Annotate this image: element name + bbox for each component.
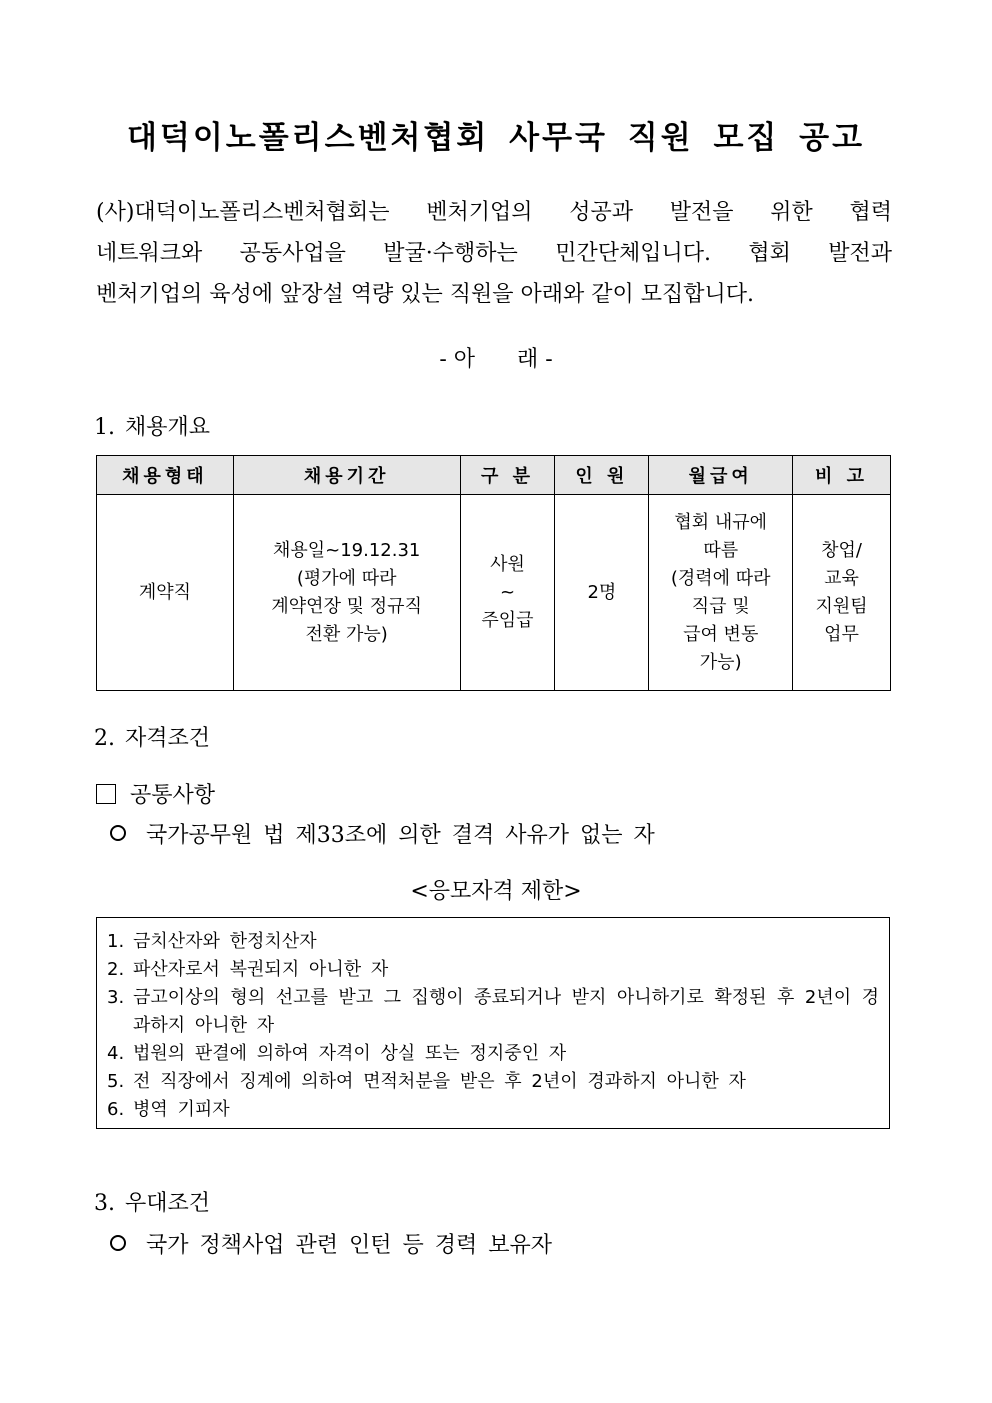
list-item (107, 956, 879, 984)
section-label: 자격조건 (125, 726, 211, 751)
column-header: 채용기간 (233, 456, 460, 495)
salary-line: 따름 (703, 539, 739, 561)
item-text: 파산자로서 복권되지 아니한 자 (133, 959, 389, 980)
salary-line: 직급 및 (691, 595, 750, 617)
list-item (107, 984, 879, 1040)
list-item (107, 1040, 879, 1068)
column-header: 비 고 (793, 456, 891, 495)
item-number: 2. (107, 959, 125, 980)
note-line: 지원팀 (815, 595, 868, 617)
item-number: 1. (107, 931, 125, 952)
grade-line: ~ (499, 581, 516, 603)
intro-line: (사)대덕이노폴리스벤처협회는 벤처기업의 성공과 발전을 위한 협력 (96, 200, 892, 225)
common-requirements-heading (96, 778, 215, 809)
section-heading-preference (94, 1186, 210, 1217)
table-header-row (97, 456, 891, 495)
period-line: 계약연장 및 정규직 (271, 595, 422, 617)
grade-line: 주임급 (481, 609, 534, 631)
salary-line: 급여 변동 (683, 623, 759, 645)
item-text: 전 직장에서 징계에 의하여 면적처분을 받은 후 2년이 경과하지 아니한 자 (133, 1071, 746, 1092)
intro-line: 벤처기업의 육성에 앞장설 역량 있는 직원을 아래와 같이 모집합니다. (96, 282, 754, 307)
section-label: 채용개요 (125, 415, 211, 440)
list-item (107, 1096, 879, 1124)
circle-bullet-icon (110, 1235, 126, 1251)
column-header: 월급여 (649, 456, 793, 495)
common-item-text: 국가공무원 법 제33조에 의한 결격 사유가 없는 자 (146, 823, 655, 848)
column-header: 구 분 (460, 456, 555, 495)
cell-grade (460, 495, 555, 691)
note-line: 교육 (824, 567, 859, 589)
note-line: 창업/ (821, 539, 862, 561)
period-line: 채용일~19.12.31 (272, 539, 421, 561)
column-header: 채용형태 (97, 456, 234, 495)
item-number: 3. (107, 987, 125, 1008)
table-row (97, 495, 891, 691)
circle-bullet-icon (110, 825, 126, 841)
item-text: 금고이상의 형의 선고를 받고 그 집행이 종료되거나 받지 아니하기로 확정된 후 2년이 경과하지 아니한 자 (133, 987, 879, 1036)
preference-item-text: 국가 정책사업 관련 인턴 등 경력 보유자 (146, 1233, 552, 1258)
restriction-title: <응모자격 제한> (410, 879, 582, 904)
period-line: 전환 가능) (305, 623, 388, 645)
item-text: 병역 기피자 (133, 1099, 230, 1120)
restriction-box (96, 917, 890, 1129)
intro-line: 네트워크와 공동사업을 발굴·수행하는 민간단체입니다. 협회 발전과 (96, 241, 892, 266)
checkbox-icon (96, 784, 116, 804)
common-label: 공통사항 (130, 783, 216, 808)
preference-item (110, 1228, 552, 1259)
recruit-table (96, 455, 891, 691)
section-number: 1. (94, 415, 115, 440)
cell-type: 계약직 (97, 495, 234, 691)
section-number: 3. (94, 1191, 115, 1216)
list-item (107, 1068, 879, 1096)
page-title: 대덕이노폴리스벤처협회 사무국 직원 모집 공고 (126, 120, 866, 156)
salary-line: 협회 내규에 (674, 511, 768, 533)
list-item (107, 928, 879, 956)
section-label: 우대조건 (125, 1191, 211, 1216)
column-header: 인 원 (555, 456, 649, 495)
item-number: 6. (107, 1099, 125, 1120)
section-heading-qualification (94, 721, 210, 752)
cell-salary (649, 495, 793, 691)
grade-line: 사원 (490, 553, 525, 575)
section-number: 2. (94, 726, 115, 751)
item-number: 4. (107, 1043, 125, 1064)
salary-line: (경력에 따라 (670, 567, 771, 589)
item-number: 5. (107, 1071, 125, 1092)
cell-count: 2명 (555, 495, 649, 691)
intro-paragraph (96, 192, 892, 315)
cell-period (233, 495, 460, 691)
item-text: 금치산자와 한정치산자 (133, 931, 317, 952)
section-heading-overview (94, 410, 210, 441)
period-line: (평가에 따라 (296, 567, 397, 589)
note-line: 업무 (824, 623, 859, 645)
separator-text: - 아 래 - (439, 347, 553, 372)
item-text: 법원의 판결에 의하여 자격이 상실 또는 정지중인 자 (133, 1043, 567, 1064)
cell-note (793, 495, 891, 691)
salary-line: 가능) (699, 651, 742, 673)
common-requirement-item (110, 818, 655, 849)
